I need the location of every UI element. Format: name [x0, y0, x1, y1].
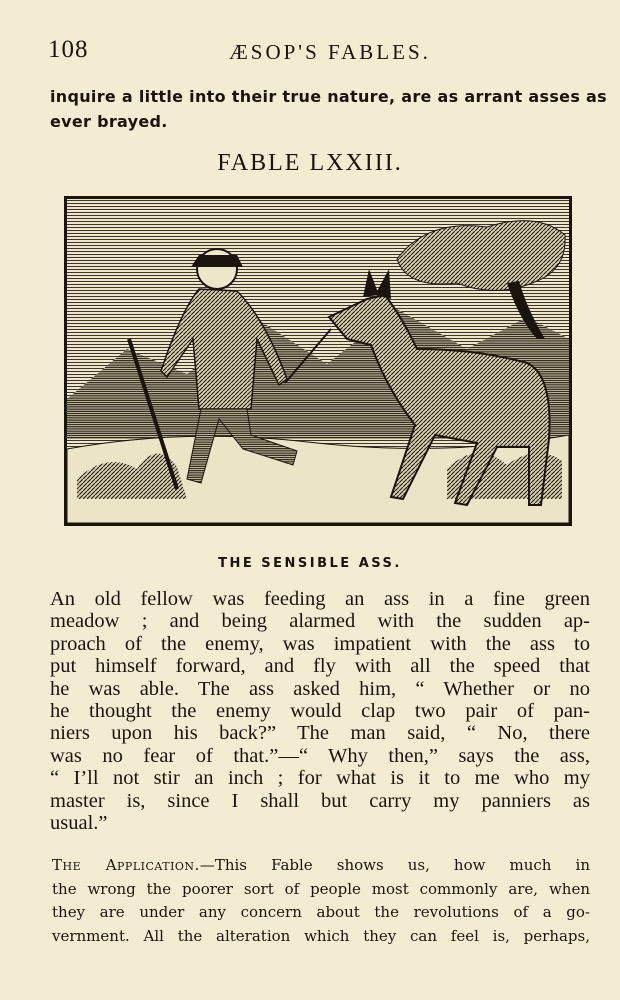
text-line: niers upon his back?” The man said, “ No, there — [50, 722, 590, 745]
text-line: vernment. All the alteration which they can feel is, perhaps, — [52, 926, 590, 945]
previous-fable-ending — [50, 84, 607, 134]
text-line: master is, since I shall but carry my panniers as — [50, 789, 590, 812]
fable-text — [50, 588, 590, 834]
text-line: was no fear of that.”—“ Why then,” says the ass, — [50, 744, 590, 767]
text-line: meadow ; and being alarmed with the sudden ap- — [50, 610, 590, 633]
text-line: he was able. The ass asked him, “ Whether or no — [50, 677, 590, 700]
text-line: he thought the enemy would clap two pair of pan- — [50, 700, 590, 723]
application-label: The Application. — [52, 856, 200, 874]
text-line: usual.” — [50, 812, 108, 835]
text-line: put himself forward, and fly with all the speed that — [50, 655, 590, 678]
fable-heading: FABLE LXXIII. — [217, 150, 403, 176]
text-line: An old fellow was feeding an ass in a fine green — [50, 588, 590, 610]
application-first-line — [52, 854, 590, 878]
running-head — [48, 36, 572, 66]
woodcut-illustration — [64, 196, 572, 526]
running-title: ÆSOP'S FABLES. — [229, 40, 431, 64]
fable-application — [52, 854, 590, 948]
text-line: “ I’ll not stir an inch ; for what is it to me who my — [50, 767, 590, 790]
text-line: they are under any concern about the revolutions of a go- — [52, 903, 590, 922]
text-line: inquire a little into their true nature, are as arrant asses as — [50, 87, 607, 106]
page-number: 108 — [48, 36, 89, 63]
fable-title: THE SENSIBLE ASS. — [218, 556, 402, 571]
text-line: proach of the enemy, was impatient with the ass to — [50, 632, 590, 655]
text-line: ever brayed. — [50, 112, 168, 131]
text-line: the wrong the poorer sort of people most commonly are, when — [52, 879, 590, 898]
woodcut-man-leading-ass-image — [67, 199, 569, 523]
application-first-line-text: —This Fable shows us, how much in — [199, 856, 590, 874]
